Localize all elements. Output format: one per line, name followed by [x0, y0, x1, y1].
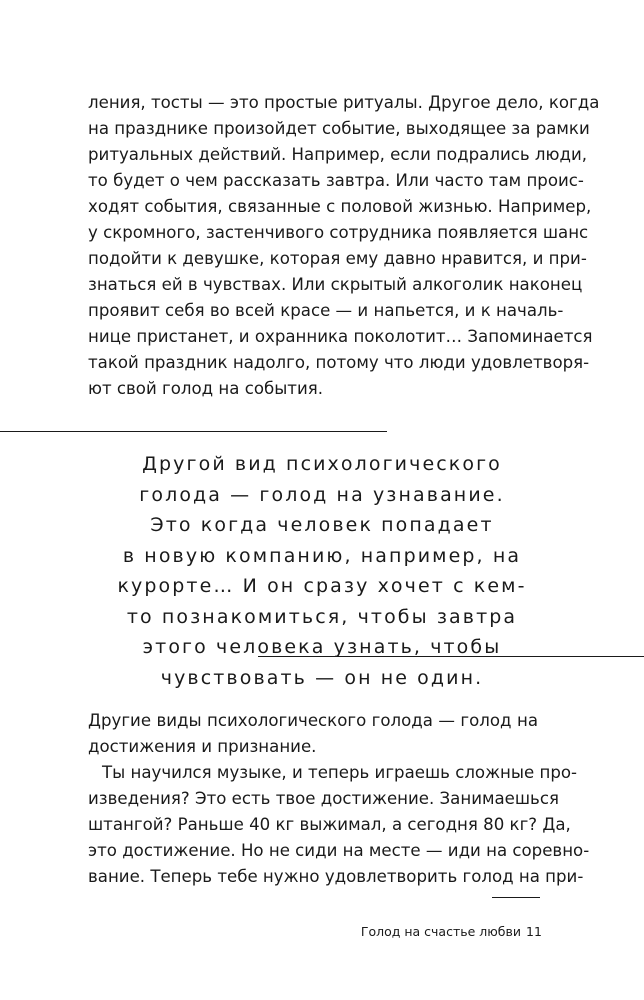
- page-number: 11: [526, 924, 542, 939]
- text-line: у скромного, застенчивого сотрудника появляется шанс: [88, 223, 589, 242]
- text-line: вание. Теперь тебе нужно удовлетворить голод на при-: [88, 867, 584, 886]
- pull-quote-line: чувствовать — он не один.: [160, 666, 484, 689]
- text-line: ритуальных действий. Например, если подрались люди,: [88, 145, 588, 164]
- pull-quote-line: Другой вид психологического: [142, 453, 502, 475]
- text-line: ют свой голод на события.: [88, 379, 324, 398]
- text-line: Ты научился музыке, и теперь играешь сложные про-: [102, 763, 577, 782]
- pull-quote-line: голода — голод на узнавание.: [139, 483, 505, 506]
- text-line: изведения? Это есть твое достижение. Занимаешься: [88, 789, 559, 808]
- text-line: проявит себя во всей красе — и напьется, и к началь-: [88, 301, 564, 320]
- pull-quote-bottom-rule: [258, 656, 644, 657]
- body-paragraph-1: [88, 90, 600, 402]
- text-line: такой праздник надолго, потому что люди удовлетворя-: [88, 353, 590, 372]
- text-line: подойти к девушке, которая ему давно нравится, и при-: [88, 249, 587, 268]
- pull-quote-top-rule: [0, 431, 387, 432]
- text-line: Другие виды психологического голода — голод на: [88, 711, 538, 730]
- text-line: нице пристанет, и охранника поколотит… Запоминается: [88, 327, 593, 346]
- pull-quote-line: Это когда человек попадает: [150, 514, 494, 536]
- footer-rule: [492, 897, 540, 898]
- text-line: ления, тосты — это простые ритуалы. Другое дело, когда: [88, 93, 600, 112]
- page-footer: [0, 922, 644, 942]
- text-line: то будет о чем рассказать завтра. Или часто там проис-: [88, 171, 584, 190]
- text-line: достижения и признание.: [88, 737, 317, 756]
- pull-quote-line: в новую компанию, например, на: [122, 544, 522, 567]
- body-paragraph-2: [88, 708, 590, 890]
- running-title: Голод на счастье любви: [360, 924, 521, 939]
- pull-quote-line: этого человека узнать, чтобы: [142, 636, 502, 658]
- text-line: на празднике произойдет событие, выходящее за рамки: [88, 119, 590, 138]
- text-line: это достижение. Но не сиди на месте — иди на соревно-: [88, 841, 590, 860]
- text-line: знаться ей в чувствах. Или скрытый алкоголик наконец: [88, 275, 583, 294]
- text-line: штангой? Раньше 40 кг выжимал, а сегодня 80 кг? Да,: [88, 815, 571, 834]
- pull-quote-line: то познакомиться, чтобы завтра: [126, 605, 518, 628]
- pull-quote-line: курорте… И он сразу хочет с кем-: [117, 575, 527, 597]
- text-line: ходят события, связанные с половой жизнью. Например,: [88, 197, 592, 216]
